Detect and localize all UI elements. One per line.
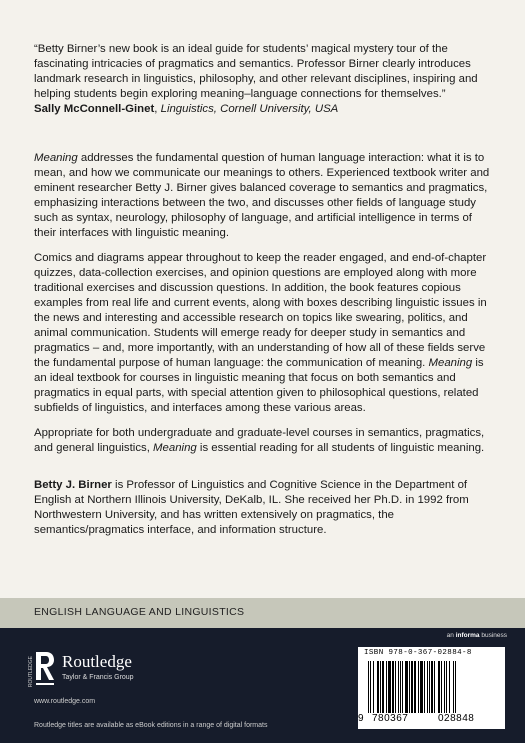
author-bio [34,478,492,538]
barcode-bar [446,661,447,713]
informa-prefix: an [446,632,456,639]
quote-text: “Betty Birner’s new book is an ideal guide for students’ magical mystery tour of the fascinating intricacies of pragmatics and semantics. Professor Birner clearly introduces landmark research in linguistics, philosophy, and other relevant disciplines, inspiring and helping students begin exploring meaning–language connections for themselves.” [34,43,478,100]
barcode-digit-first: 9 [358,713,365,724]
subject-label: ENGLISH LANGUAGE AND LINGUISTICS [34,606,245,618]
quote-affiliation: Linguistics, Cornell University, USA [160,103,339,115]
description-paragraph-3 [34,426,492,456]
routledge-logo [28,650,234,690]
description-paragraph-2 [34,251,492,416]
description-text: addresses the fundamental question of human language interaction: what it is to mean, and how we communicate our meanings to others. Experienced textbook writer and eminent researcher Betty J. Birner gives balanced coverage to semantics and pragmatics, emphasizing interactions between the two, and discusses other fields of language study such as syntax, neurology, philosophy of language, and artificial intelligence in terms of their interfaces with linguistic meaning. [34,152,490,239]
barcode-bar [373,661,374,713]
endorsement-quote [34,42,492,117]
description-text: Appropriate for both undergraduate and graduate-level courses in semantics, pragmatics, and general linguistics, [34,427,485,454]
barcode-bar [455,661,456,713]
barcode-bar [382,661,384,713]
barcode-bar [380,661,381,713]
book-title-italic: Meaning [153,442,197,454]
isbn-text: ISBN 978-0-367-02884-8 [364,649,472,657]
publisher-footer [0,628,525,743]
informa-brand: informa [455,632,480,639]
barcode-bar [438,661,440,713]
barcode-bar [409,661,410,713]
book-title-italic: Meaning [428,357,473,369]
routledge-r-icon [34,650,56,688]
barcode-bar [388,661,391,713]
barcode-bar [427,661,428,713]
barcode-bar [431,661,433,713]
barcode-bar [405,661,408,713]
description-text: is essential reading for all students of linguistic meaning. [196,442,485,454]
barcode-bar [392,661,394,713]
ebook-note: Routledge titles are available as eBook editions in a range of digital formats [34,722,268,729]
barcode-bar [420,661,423,713]
barcode-digit-group-2: 028848 [438,713,475,724]
informa-tagline [447,632,507,639]
barcode-bar [429,661,430,713]
barcode-bar [400,661,401,713]
barcode-bar [411,661,413,713]
subject-band [0,598,525,628]
author-name: Betty J. Birner [34,479,112,491]
publisher-group: Taylor & Francis Group [62,674,134,681]
barcode-bar [398,661,399,713]
barcode-bar [395,661,396,713]
description-paragraph-1 [34,151,492,241]
barcode-bar [370,661,371,713]
informa-suffix: business [479,632,507,639]
barcode-digit-group-1: 780367 [372,713,409,724]
barcode-bar [414,661,416,713]
quote-attribution: Sally McConnell-Ginet, Linguistics, Cornell University, USA [34,103,339,115]
barcode-bar [368,661,369,713]
barcode-bar [453,661,454,713]
publisher-name: Routledge [62,652,132,671]
barcode-bar [424,661,425,713]
barcode-bar [377,661,379,713]
publisher-website: www.routledge.com [34,698,96,705]
barcode-bar [434,661,435,713]
book-description [34,151,492,456]
back-cover-text [34,42,492,538]
author-bio-paragraph [34,478,492,538]
barcode-bar [441,661,442,713]
barcode-bar [402,661,403,713]
barcode-bar [444,661,445,713]
book-title-italic: Meaning [34,152,78,164]
barcode-bars [366,661,497,713]
barcode-bar [449,661,450,713]
description-text: Comics and diagrams appear throughout to keep the reader engaged, and end-of-chapter quizzes, data-collection exercises, and opinion questions are employed along with more traditional exercises and discussion questions. In addition, the book features copious examples from real life and current events, along with boxes describing linguistic issues in the news and interesting and accessible research on topics like swearing, politics, and animal communication. Students will emerge ready for deeper study in semantics and pragmatics – and, more importantly, with an understanding of how all of these fields serve the fundamental purpose of human language: the communication of meaning. [34,252,487,369]
author-bio-text: is Professor of Linguistics and Cognitive Science in the Department of English at Northern Illinois University, DeKalb, IL. She received her Ph.D. in 1992 from Northwestern University, and has written extensively on pragmatics, the semantics/pragmatics interface, and information structure. [34,479,469,536]
logo-vertical-text: ROUTLEDGE [28,656,34,688]
barcode-bar [418,661,419,713]
description-text: is an ideal textbook for courses in linguistic meaning that focus on both semantics and pragmatics in equal parts, with special attention given to philosophical questions, related subfields of linguistics, and interfaces among these various areas. [34,357,484,414]
quote-author: Sally McConnell-Ginet [34,103,155,115]
isbn-barcode [358,647,505,729]
barcode-bar [386,661,387,713]
